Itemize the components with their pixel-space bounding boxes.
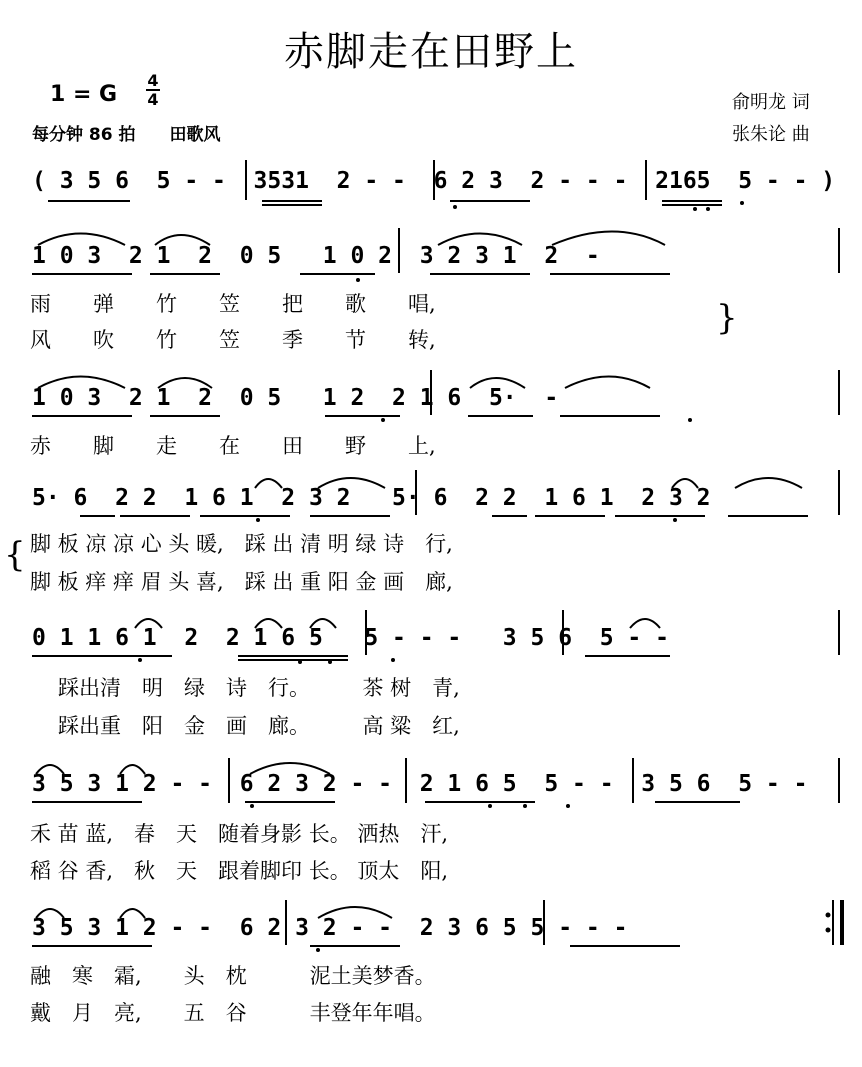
bar-line bbox=[645, 160, 647, 200]
octave-dot bbox=[391, 658, 395, 662]
lyric-line-7b: 戴 月 亮, 五 谷 丰登年年唱。 bbox=[30, 1001, 436, 1025]
octave-dot bbox=[688, 418, 692, 422]
octave-dot bbox=[381, 418, 385, 422]
beam bbox=[300, 273, 375, 275]
composer-credit: 张朱论 曲 bbox=[732, 124, 810, 145]
beam bbox=[662, 200, 722, 202]
bar-line bbox=[433, 160, 435, 200]
octave-dot bbox=[826, 928, 831, 933]
bar-line bbox=[365, 610, 367, 655]
beam bbox=[615, 515, 705, 517]
octave-dot bbox=[706, 207, 710, 211]
beam bbox=[32, 945, 152, 947]
bar-line bbox=[543, 900, 545, 945]
bar-line bbox=[245, 160, 247, 200]
bar-line bbox=[285, 900, 287, 945]
lyric-line-6a: 禾 苗 蓝, 春 天 随着身影 长。 洒热 汗, bbox=[30, 822, 449, 846]
beam bbox=[570, 945, 680, 947]
bar-line bbox=[838, 758, 840, 803]
bar-line bbox=[228, 758, 230, 803]
beam bbox=[492, 515, 527, 517]
beam bbox=[245, 801, 335, 803]
lyricist-credit: 俞明龙 词 bbox=[732, 92, 810, 113]
tempo-marking: 每分钟 86 拍 田歌风 bbox=[32, 125, 221, 145]
beam bbox=[662, 204, 722, 206]
lyric-line-2b: 风 吹 竹 笠 季 节 转, bbox=[30, 328, 436, 352]
bar-line bbox=[405, 758, 407, 803]
score-line-3-notes: 1 0 3 2 1 2 0 5 1 2 2 1 6 5· - bbox=[32, 385, 559, 411]
beam bbox=[728, 515, 808, 517]
lyric-line-6b: 稻 谷 香, 秋 天 跟着脚印 长。 顶太 阳, bbox=[30, 859, 449, 883]
beam bbox=[150, 415, 220, 417]
bar-line bbox=[838, 228, 840, 273]
slur bbox=[735, 478, 802, 488]
octave-dot bbox=[673, 518, 677, 522]
beam bbox=[430, 273, 530, 275]
score-line-6-notes: 3 5 3 1 2 - - 6 2 3 2 - - 2 1 6 5 5 - - 3 5 6 5 - - bbox=[32, 771, 808, 797]
score-line-2-notes: 1 0 3 2 1 2 0 5 1 0 2 3 2 3 1 2 - bbox=[32, 243, 600, 269]
lyric-line-5a: 踩出清 明 绿 诗 行。 茶 树 青, bbox=[58, 676, 460, 700]
beam bbox=[325, 415, 400, 417]
beam bbox=[262, 200, 322, 202]
beam bbox=[32, 655, 172, 657]
verse-brace-right: } bbox=[716, 298, 738, 338]
score-line-7-notes: 3 5 3 1 2 - - 6 2 3 2 - - 2 3 6 5 5 - - - bbox=[32, 915, 628, 941]
verse-brace-left: { bbox=[4, 535, 26, 575]
beam bbox=[310, 945, 400, 947]
beam bbox=[585, 655, 670, 657]
beam bbox=[550, 273, 670, 275]
beam bbox=[262, 204, 322, 206]
time-signature bbox=[145, 72, 161, 108]
beam bbox=[150, 273, 220, 275]
beam bbox=[48, 200, 130, 202]
key-signature: 1 = G bbox=[50, 82, 118, 107]
bar-line bbox=[838, 610, 840, 655]
octave-dot bbox=[566, 804, 570, 808]
beam bbox=[535, 515, 605, 517]
octave-dot bbox=[356, 278, 360, 282]
octave-dot bbox=[453, 205, 457, 209]
octave-dot bbox=[316, 948, 320, 952]
beam bbox=[32, 273, 132, 275]
time-signature-top: 4 bbox=[147, 71, 159, 90]
beam bbox=[310, 515, 390, 517]
beam bbox=[120, 515, 190, 517]
beam bbox=[80, 515, 115, 517]
score-line-5-notes: 0 1 1 6 1 2 2 1 6 5 5 - - - 3 5 6 5 - - bbox=[32, 625, 669, 651]
beam bbox=[560, 415, 660, 417]
beam bbox=[32, 801, 142, 803]
octave-dot bbox=[740, 201, 744, 205]
beam bbox=[425, 801, 535, 803]
lyric-line-2a: 雨 弹 竹 笠 把 歌 唱, bbox=[30, 292, 436, 316]
bar-line bbox=[838, 370, 840, 415]
lyric-line-7a: 融 寒 霜, 头 枕 泥土美梦香。 bbox=[30, 964, 436, 988]
lyric-line-4a: 脚 板 凉 凉 心 头 暖, 踩 出 清 明 绿 诗 行, bbox=[30, 532, 453, 556]
beam bbox=[238, 659, 348, 661]
score-line-1-notes: ( 3 5 6 5 - - 3531 2 - - 6 2 3 2 - - - 2165 5 - - ) bbox=[32, 168, 836, 194]
song-title: 赤脚走在田野上 bbox=[284, 29, 578, 75]
beam bbox=[655, 801, 740, 803]
bar-line bbox=[430, 370, 432, 415]
beam bbox=[450, 200, 530, 202]
lyric-line-3: 赤 脚 走 在 田 野 上, bbox=[30, 434, 436, 458]
beam bbox=[468, 415, 533, 417]
octave-dot bbox=[488, 804, 492, 808]
octave-dot bbox=[250, 804, 254, 808]
octave-dot bbox=[138, 658, 142, 662]
bar-line bbox=[415, 470, 417, 515]
slur bbox=[565, 377, 650, 389]
octave-dot bbox=[256, 518, 260, 522]
time-signature-bottom: 4 bbox=[147, 90, 159, 109]
bar-line bbox=[632, 758, 634, 803]
repeat-bar-line-thick bbox=[840, 900, 844, 945]
beam bbox=[32, 415, 132, 417]
octave-dot bbox=[826, 913, 831, 918]
octave-dot bbox=[523, 804, 527, 808]
lyric-line-4b: 脚 板 痒 痒 眉 头 喜, 踩 出 重 阳 金 画 廊, bbox=[30, 570, 453, 594]
beam bbox=[238, 655, 348, 657]
score-line-4-notes: 5· 6 2 2 1 6 1 2 3 2 5· 6 2 2 1 6 1 2 3 2 bbox=[32, 485, 711, 511]
beam bbox=[200, 515, 290, 517]
bar-line bbox=[838, 470, 840, 515]
octave-dot bbox=[693, 207, 697, 211]
repeat-bar-line bbox=[832, 900, 834, 945]
lyric-line-5b: 踩出重 阳 金 画 廊。 高 粱 红, bbox=[58, 714, 460, 738]
bar-line bbox=[398, 228, 400, 273]
bar-line bbox=[562, 610, 564, 655]
